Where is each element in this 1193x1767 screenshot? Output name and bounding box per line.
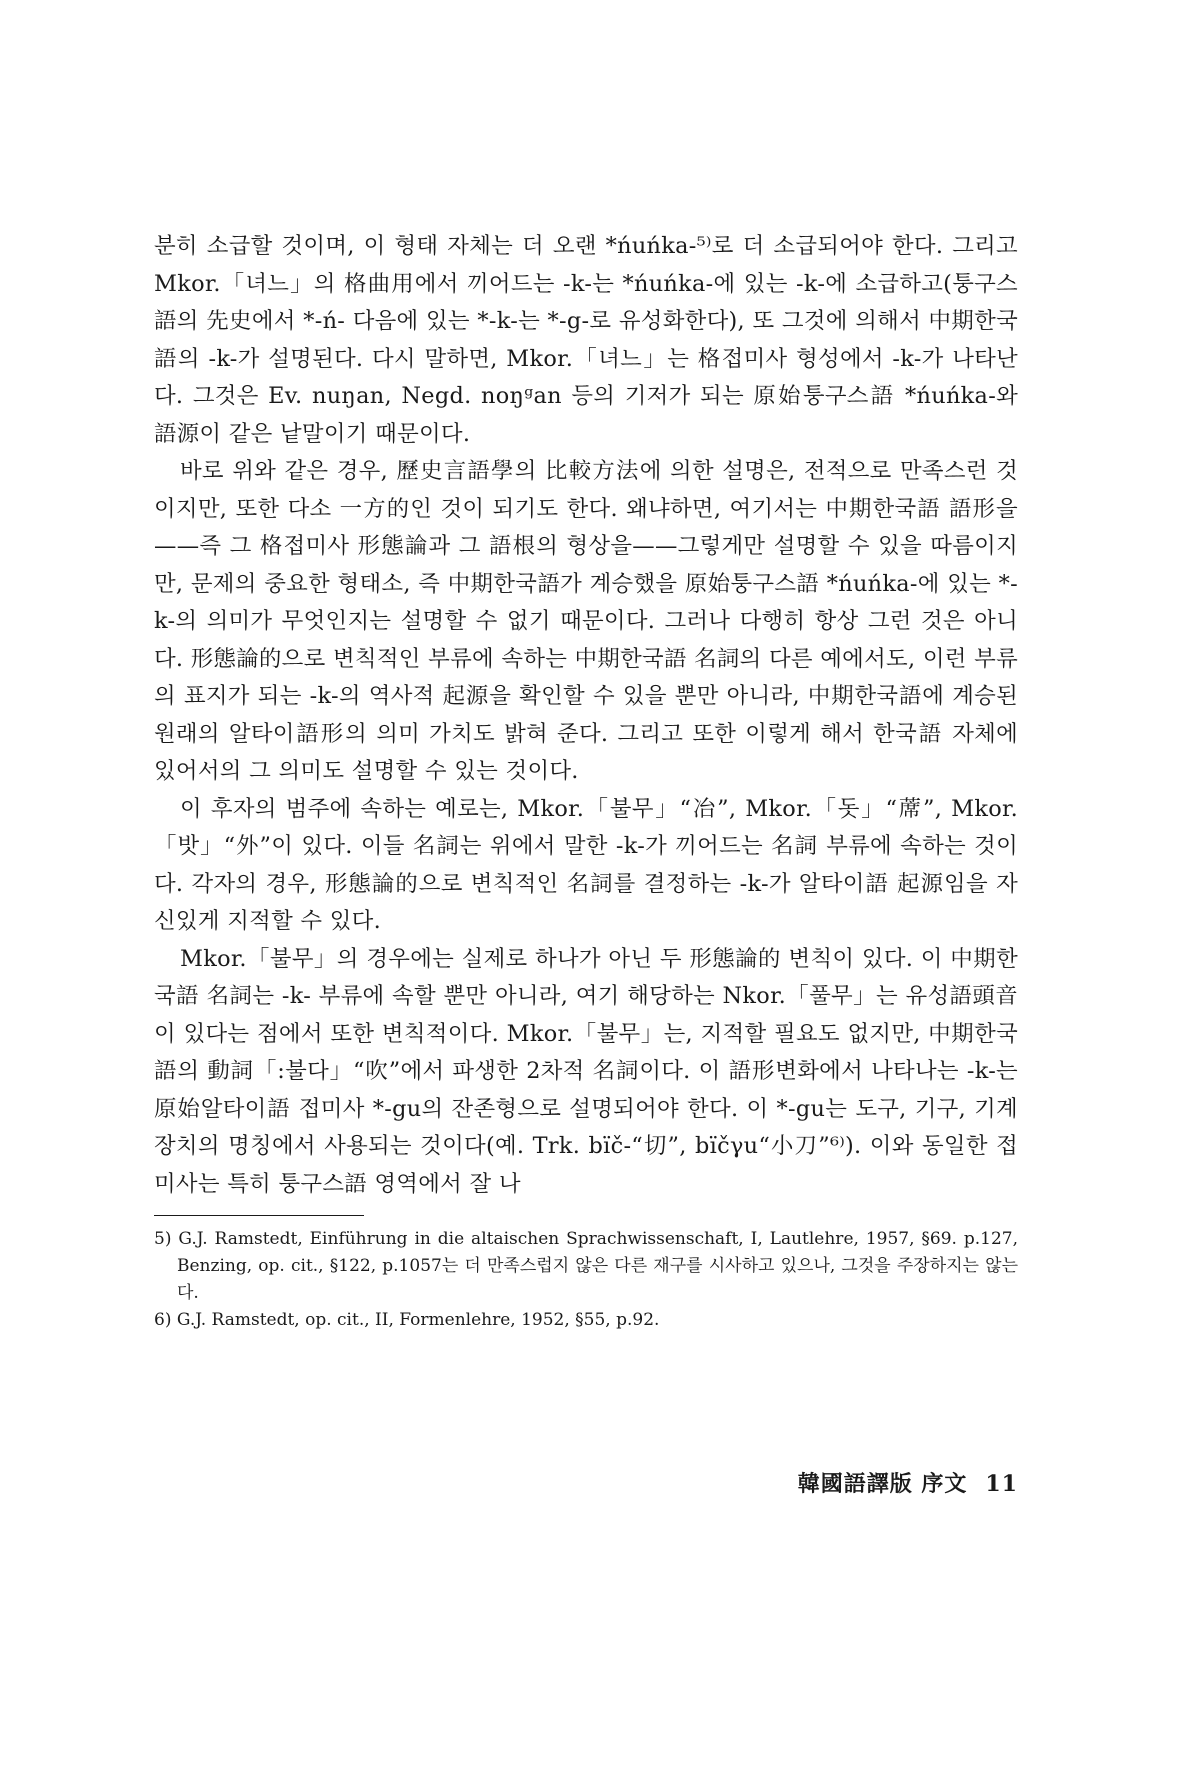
paragraph-2: 바로 위와 같은 경우, 歷史言語學의 比較方法에 의한 설명은, 전적으로 만족스런 것이지만, 또한 다소 一方的인 것이 되기도 한다. 왜냐하면, 여기서는 中期한국語 語形을——즉 그 格접미사 形態論과 그 語根의 형상을——그렇게만 설명할 수 있을 따름이지만, 문제의 중요한 형태소, 즉 中期한국語가 계승했을 原始퉁구스語 *ńuńka-에 있는 *-k-의 의미가 무엇인지는 설명할 수 없기 때문이다. 그러나 다행히 항상 그런 것은 아니다. 形態論的으로 변칙적인 부류에 속하는 中期한국語 名詞의 다른 예에서도, 이런 부류의 표지가 되는 -k-의 역사적 起源을 확인할 수 있을 뿐만 아니라, 中期한국語에 계승된 원래의 알타이語形의 의미 가치도 밝혀 준다. 그리고 또한 이렇게 해서 한국語 자체에 있어서의 그 의미도 설명할 수 있는 것이다. — [154, 458, 1018, 784]
footnote-6: 6) G.J. Ramstedt, op. cit., II, Formenlehre, 1952, §55, p.92. — [154, 1310, 660, 1330]
footnote-divider — [154, 1215, 364, 1216]
body-text — [154, 228, 1018, 1203]
paragraph-1: 분히 소급할 것이며, 이 형태 자체는 더 오랜 *ńuńka-⁵⁾로 더 소급되어야 한다. 그리고 Mkor.「녀느」의 格曲用에서 끼어드는 -k-는 *ńuńka-에 있는 -k-에 소급하고(퉁구스語의 先史에서 *-ń- 다음에 있는 *-k-는 *-g-로 유성화한다), 또 그것에 의해서 中期한국語의 -k-가 설명된다. 다시 말하면, Mkor.「녀느」는 格접미사 형성에서 -k-가 나타난다. 그것은 Ev. nuŋan, Negd. noŋᵍan 등의 기저가 되는 原始퉁구스語 *ńuńka-와 語源이 같은 낱말이기 때문이다. — [154, 233, 1018, 447]
running-footer — [798, 1467, 1018, 1498]
running-title: 韓國語譯版 序文 — [797, 1471, 968, 1497]
footnotes — [154, 1226, 1018, 1334]
footnote-5: 5) G.J. Ramstedt, Einführung in die altaischen Sprachwissenschaft, I, Lautlehre, 1957, §69. p.127, Benzing, op. cit., §122, p.1057는 더 만족스럽지 않은 다른 재구를 시사하고 있으나, 그것을 주장하지는 않는다. — [154, 1229, 1018, 1303]
paragraph-4: Mkor.「불무」의 경우에는 실제로 하나가 아닌 두 形態論的 변칙이 있다. 이 中期한국語 名詞는 -k- 부류에 속할 뿐만 아니라, 여기 해당하는 Nkor.「풀무」는 유성語頭音이 있다는 점에서 또한 변칙적이다. Mkor.「불무」는, 지적할 필요도 없지만, 中期한국語의 動詞「:불다」“吹”에서 파생한 2차적 名詞이다. 이 語形변화에서 나타나는 -k-는 原始알타이語 접미사 *-gu의 잔존형으로 설명되어야 한다. 이 *-gu는 도구, 기구, 기계장치의 명칭에서 사용되는 것이다(예. Trk. bïč-“切”, bïčγu“小刀”⁶⁾). 이와 동일한 접미사는 특히 퉁구스語 영역에서 잘 나 — [154, 945, 1018, 1197]
paragraph-3: 이 후자의 범주에 속하는 예로는, Mkor.「불무」“冶”, Mkor.「돗」“蓆”, Mkor.「밧」“外”이 있다. 이들 名詞는 위에서 말한 -k-가 끼어드는 名詞 부류에 속하는 것이다. 각자의 경우, 形態論的으로 변칙적인 名詞를 결정하는 -k-가 알타이語 起源임을 자신있게 지적할 수 있다. — [154, 795, 1018, 934]
page-content — [154, 228, 1018, 1334]
page-number: 11 — [985, 1471, 1018, 1497]
